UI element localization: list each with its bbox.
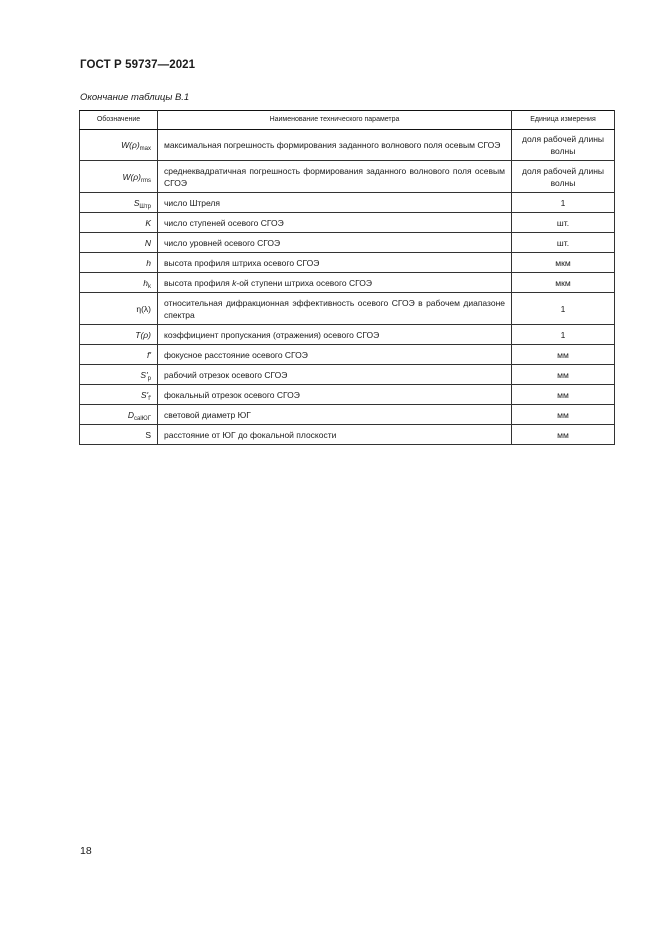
row-name: число ступеней осевого СГОЭ (158, 213, 512, 233)
table-row (80, 385, 615, 405)
table-row (80, 345, 615, 365)
row-unit: мм (512, 425, 615, 445)
row-symbol: $S_{Штр}$ (80, 193, 158, 213)
row-unit: мкм (512, 253, 615, 273)
row-symbol: $W(\rho)_{rms}$ (80, 161, 158, 193)
table-row (80, 273, 615, 293)
parameters-table (79, 110, 615, 445)
row-symbol: N (80, 233, 158, 253)
row-unit: шт. (512, 233, 615, 253)
row-name: рабочий отрезок осевого СГОЭ (158, 365, 512, 385)
row-symbol: $W(\rho)_{max}$ (80, 130, 158, 161)
row-name: фокусное расстояние осевого СГОЭ (158, 345, 512, 365)
row-symbol: η(λ) (80, 293, 158, 325)
column-header-name: Наименование технического параметра (158, 111, 512, 130)
table-row (80, 213, 615, 233)
table-row (80, 233, 615, 253)
row-symbol: $D_{calЮГ}$ (80, 405, 158, 425)
table-row (80, 425, 615, 445)
column-header-symbol: Обозначение (80, 111, 158, 130)
row-symbol: $h_k$ (80, 273, 158, 293)
table-caption: Окончание таблицы В.1 (80, 92, 190, 103)
row-name: фокальный отрезок осевого СГОЭ (158, 385, 512, 405)
document-header: ГОСТ Р 59737—2021 (80, 59, 196, 71)
table-row (80, 253, 615, 273)
row-unit: шт. (512, 213, 615, 233)
row-symbol: T(ρ) (80, 325, 158, 345)
table-header-row (80, 111, 615, 130)
column-header-unit: Единица измерения (512, 111, 615, 130)
row-name: высота профиля k-ой ступени штриха осевого СГОЭ (158, 273, 512, 293)
table-row (80, 365, 615, 385)
row-symbol: S (80, 425, 158, 445)
table-row (80, 130, 615, 161)
row-symbol: h (80, 253, 158, 273)
row-unit: 1 (512, 293, 615, 325)
row-name: световой диаметр ЮГ (158, 405, 512, 425)
row-unit: доля рабочей длины волны (512, 161, 615, 193)
row-symbol: $S'_{f'}$ (80, 385, 158, 405)
row-unit: мм (512, 365, 615, 385)
row-name: число Штреля (158, 193, 512, 213)
table-row (80, 405, 615, 425)
row-unit: мм (512, 385, 615, 405)
row-name: коэффициент пропускания (отражения) осевого СГОЭ (158, 325, 512, 345)
row-name: высота профиля штриха осевого СГОЭ (158, 253, 512, 273)
page-number: 18 (80, 845, 92, 857)
row-name: относительная дифракционная эффективность осевого СГОЭ в рабочем диапазоне спектра (158, 293, 512, 325)
row-unit: доля рабочей длины волны (512, 130, 615, 161)
row-name: максимальная погрешность формирования заданного волнового поля осевым СГОЭ (158, 130, 512, 161)
row-unit: мкм (512, 273, 615, 293)
table-row (80, 293, 615, 325)
row-symbol: K (80, 213, 158, 233)
row-unit: мм (512, 345, 615, 365)
row-unit: 1 (512, 325, 615, 345)
row-symbol: $S'_р$ (80, 365, 158, 385)
row-symbol: f' (80, 345, 158, 365)
row-name: расстояние от ЮГ до фокальной плоскости (158, 425, 512, 445)
row-unit: 1 (512, 193, 615, 213)
table-row (80, 325, 615, 345)
table-row (80, 161, 615, 193)
row-unit: мм (512, 405, 615, 425)
row-name: среднеквадратичная погрешность формирования заданного волнового поля осевым СГОЭ (158, 161, 512, 193)
row-name: число уровней осевого СГОЭ (158, 233, 512, 253)
table-row (80, 193, 615, 213)
